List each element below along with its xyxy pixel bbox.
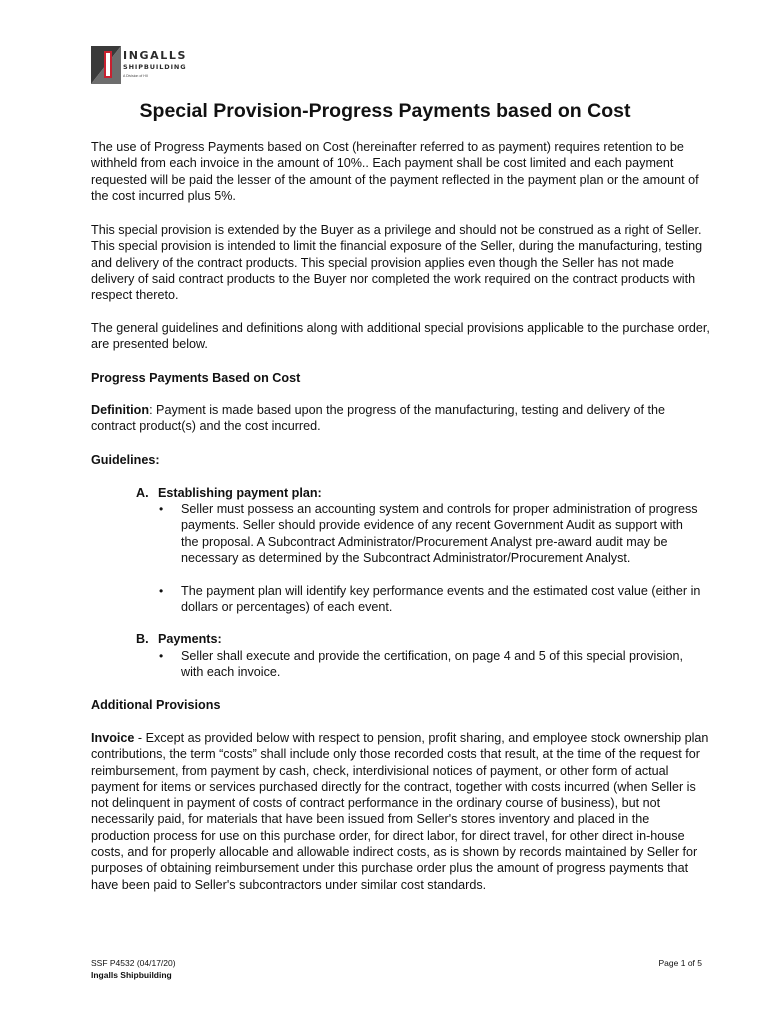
list-label-b: B. (136, 632, 149, 646)
definition-label: Definition (91, 403, 150, 417)
logo-name: INGALLS (123, 49, 187, 62)
logo-tagline: A Division of HII (123, 74, 148, 78)
logo-subtitle: SHIPBUILDING (123, 63, 187, 71)
invoice-paragraph (91, 730, 711, 893)
bullet-text: Seller shall execute and provide the certification, on page 4 and 5 of this special provision, with each invoice. (181, 649, 683, 680)
bullet-text: The payment plan will identify key performance events and the estimated cost value (either in dollars or percentages) of each event. (181, 584, 701, 615)
definition-text: : Payment is made based upon the progress of the manufacturing, testing and delivery of the contract product(s) and the cost incurred. (91, 403, 666, 434)
company-logo (91, 46, 221, 84)
footer-left (91, 957, 176, 981)
additional-provisions-heading: Additional Provisions (91, 698, 221, 712)
intro-paragraph-2: This special provision is extended by the Buyer as a privilege and should not be construed as a right of Seller. This special provision is intended to limit the financial exposure of the Seller, during the manufacturing, testing and delivery of the contract products. This special provision applies even though the Seller has not made delivery of said contract products to the Buyer nor completed the work required on the contract products with respect thereto. (91, 223, 703, 303)
definition-paragraph (91, 402, 711, 435)
document-title: Special Provision-Progress Payments based on Cost (139, 100, 631, 122)
bullet-icon: • (159, 502, 164, 516)
list-title-b: Payments: (158, 632, 222, 646)
page-number: Page 1 of 5 (658, 958, 702, 968)
invoice-label: Invoice (91, 731, 135, 745)
bullet-text: Seller must possess an accounting system and controls for proper administration of progress payments. Seller should provide evidence of any recent Government Audit as support with the proposal. A Subcontract Administrator/Procurement Analyst pre-award audit may be necessary as determined by the Subcontract Administrator/Procurement Analyst. (181, 502, 698, 565)
list-title-a: Establishing payment plan: (158, 486, 322, 500)
intro-paragraph-3: The general guidelines and definitions along with additional special provisions applicable to the purchase order, are presented below. (91, 321, 710, 352)
footer-form-number: SSF P4532 (04/17/20) (91, 958, 176, 968)
list-heading-a (136, 485, 322, 501)
guidelines-heading: Guidelines: (91, 453, 160, 467)
bullet-icon: • (159, 584, 164, 598)
intro-paragraph-1: The use of Progress Payments based on Cost (hereinafter referred to as payment) requires retention to be withheld from each invoice in the amount of 10%.. Each payment shall be cost limited and each payment requested will be paid the lesser of the amount of the payment reflected in the payment plan or the amount of the cost incurred plus 5%. (91, 140, 699, 203)
invoice-text: - Except as provided below with respect to pension, profit sharing, and employee stock ownership plan contributions, the term “costs” shall include only those recorded costs that result, at the time of the request for reimbursement, from payment by cash, check, interdivisional notices of payment, or other form of actual payment for items or services purchased directly for the contract, together with costs incurred (when Seller is not delinquent in payment of costs of contract performance in the ordinary course of business), but not necessarily paid, for materials that have been issued from Seller's stores inventory and placed in the production process for use on this purchase order, for direct labor, for direct travel, for other direct in-house costs, and for properly allocable and allowable indirect costs, as is shown by records maintained by Seller for purposes of obtaining reimbursement under this purchase order plus the amount of progress payments that have been paid to Seller's subcontractors under similar cost standards. (91, 731, 709, 892)
section-heading-progress-payments: Progress Payments Based on Cost (91, 371, 301, 385)
bullet-icon: • (159, 649, 164, 663)
list-item (159, 583, 701, 616)
list-label-a: A. (136, 486, 149, 500)
list-heading-b (136, 631, 222, 647)
footer-company: Ingalls Shipbuilding (91, 970, 172, 980)
list-item (159, 501, 701, 566)
ingalls-logo-icon (91, 46, 121, 84)
list-item (159, 648, 701, 681)
